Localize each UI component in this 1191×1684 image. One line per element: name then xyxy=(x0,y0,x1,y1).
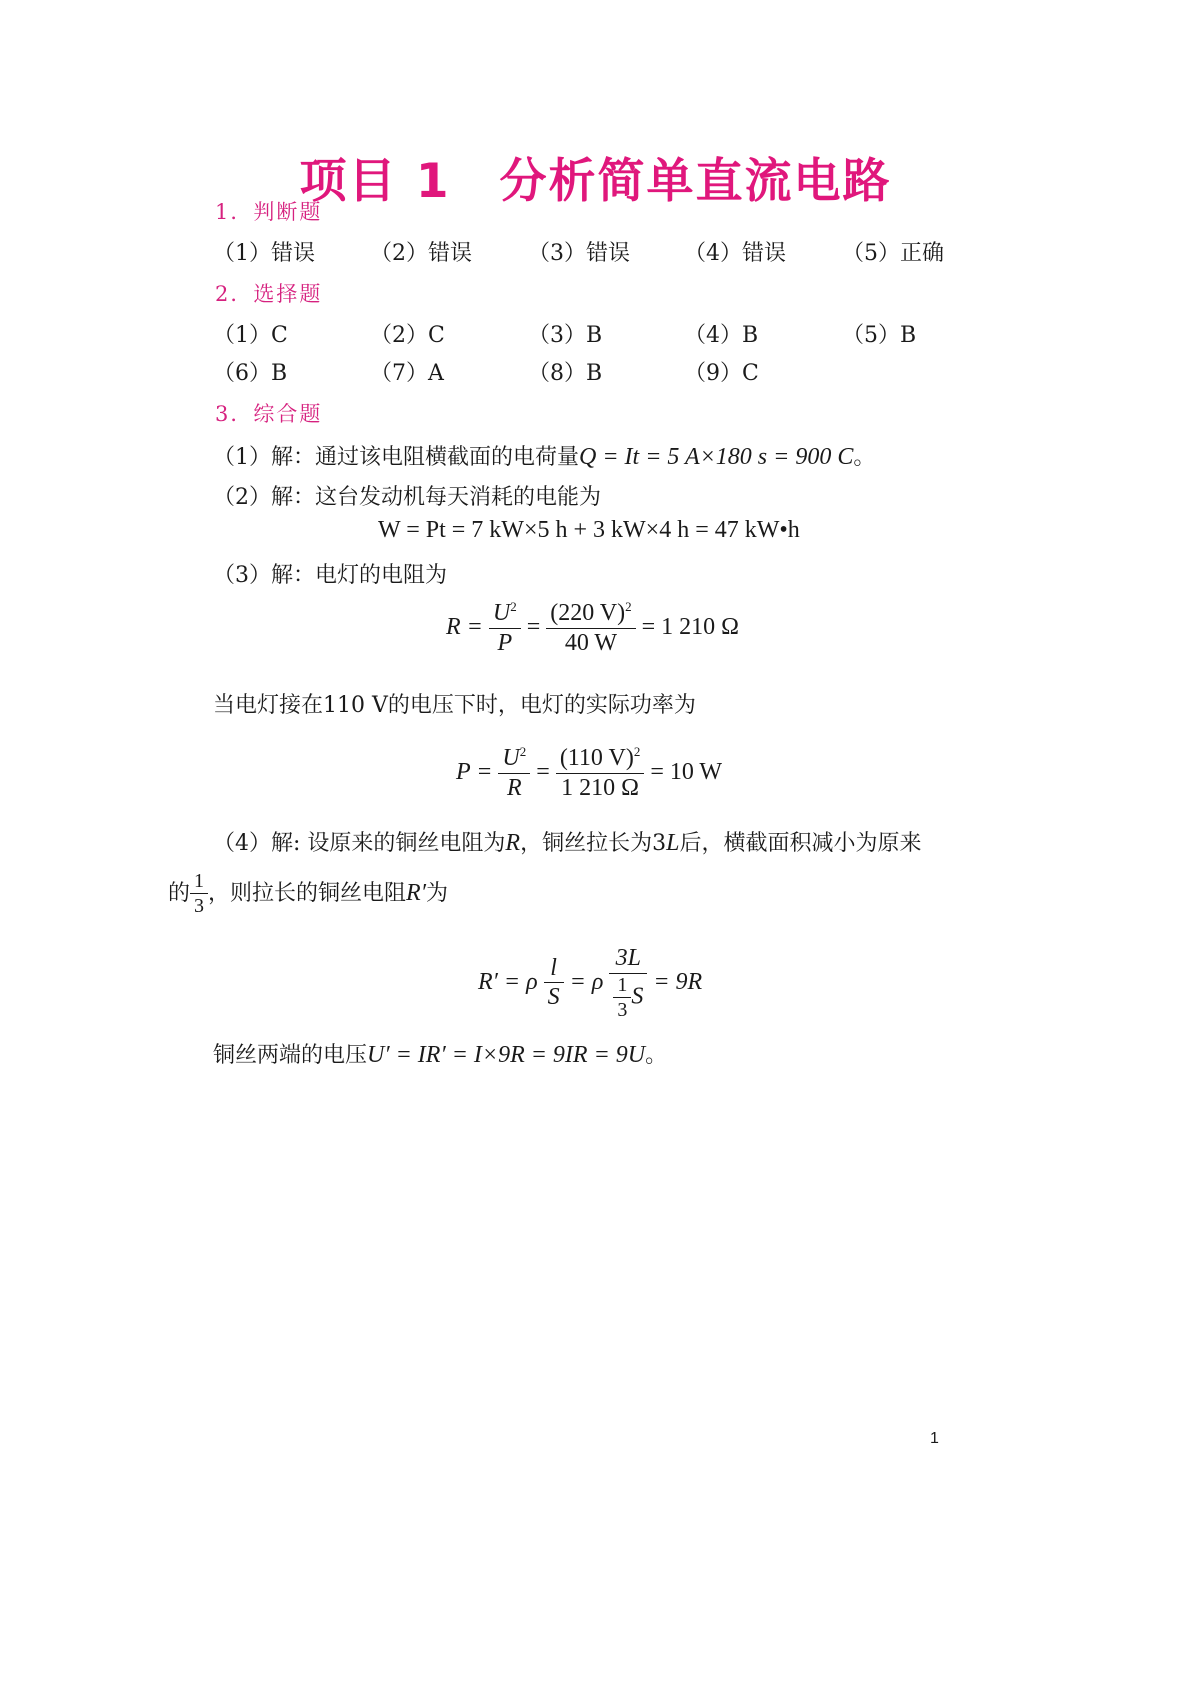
q4-line2-a: 的 xyxy=(168,881,191,906)
choice-answer: （8）B xyxy=(528,361,603,386)
q3-f1-den1: P xyxy=(497,629,513,656)
q4-frac-num: 1 xyxy=(190,870,208,894)
choice-answer: （3）B xyxy=(528,323,603,348)
q4-line2-c: 为 xyxy=(425,881,448,906)
q4-f-d2-den: 3 xyxy=(617,998,628,1021)
q4-formula xyxy=(478,945,702,1022)
q4-line2-b: ，则拉长的铜丝电阻 xyxy=(208,881,407,906)
q3-f2-num1: U xyxy=(502,745,520,771)
q1-text: （1）解：通过该电阻横截面的电荷量 xyxy=(213,445,579,470)
q3-f2-frac2 xyxy=(556,745,645,802)
q4-text-r: R xyxy=(505,830,521,856)
q3-formula-power xyxy=(456,745,722,802)
q3-f2-den2: 1 210 Ω xyxy=(561,774,639,801)
judge-answer: （3）错误 xyxy=(528,241,630,266)
q3-f1-sup: 2 xyxy=(510,599,517,614)
q4-f-lhs: R′ = ρ xyxy=(478,968,538,995)
choice-answer: （5）B xyxy=(842,323,917,348)
q1-end: 。 xyxy=(853,445,876,470)
q4-conclusion-end: 。 xyxy=(645,1043,668,1068)
q3-formula-resistance xyxy=(446,600,739,657)
judge-answer: （2）错误 xyxy=(370,241,472,266)
q3-f1-num1: U xyxy=(492,600,511,626)
section-heading-judge: 1．判断题 xyxy=(215,200,323,224)
page-number: 1 xyxy=(930,1430,939,1447)
q4-conclusion-text: 铜丝两端的电压 xyxy=(213,1043,368,1068)
q2-text: （2）解：这台发动机每天消耗的电能为 xyxy=(213,485,601,510)
q3-f2-frac1 xyxy=(498,745,530,802)
q4-inline-frac xyxy=(190,870,208,918)
q1-formula: Q = It = 5 A×180 s = 900 C xyxy=(579,444,854,470)
q4-text-l: L xyxy=(666,830,680,856)
q3-f2-sup2: 2 xyxy=(633,744,641,759)
q3-f2-num2: (110 V) xyxy=(559,745,634,771)
q3-text: （3）解：电灯的电阻为 xyxy=(213,563,447,588)
q4-f-n2: 3L xyxy=(609,945,647,974)
q4-conclusion-formula: U′ = IR′ = I×9R = 9IR = 9U xyxy=(367,1042,646,1068)
judge-answer: （5）正确 xyxy=(842,241,944,266)
q4-text-c: 后，横截面积减小为原来 xyxy=(679,831,922,856)
q4-conclusion xyxy=(213,1038,667,1069)
q4-f-d2-num: 1 xyxy=(613,974,631,998)
q3-f1-eq: = xyxy=(526,614,541,641)
judge-answer: （1）错误 xyxy=(213,241,315,266)
q4-text-a: （4）解: 设原来的铜丝电阻为 xyxy=(213,831,506,856)
q2-formula: W = Pt = 7 kW×5 h + 3 kW×4 h = 47 kW•h xyxy=(378,517,800,543)
q4-line2 xyxy=(168,870,448,918)
q4-f-mid: = ρ xyxy=(569,968,604,995)
choice-answer: （1）C xyxy=(213,323,288,348)
q4-f-frac2 xyxy=(609,945,647,1022)
choice-answer: （4）B xyxy=(684,323,759,348)
q4-text xyxy=(213,826,921,857)
q4-f-d2 xyxy=(609,974,647,1022)
q4-f-d2-s: S xyxy=(631,983,644,1010)
q1-solution xyxy=(213,440,875,471)
q4-text-b: ，铜丝拉长为3 xyxy=(520,831,667,856)
choice-answer: （7）A xyxy=(370,361,444,386)
q3-text2: 当电灯接在110 V的电压下时，电灯的实际功率为 xyxy=(213,693,696,718)
judge-answer: （4）错误 xyxy=(684,241,786,266)
choice-answer: （2）C xyxy=(370,323,445,348)
page-title: 项目 1 分析简单直流电路 xyxy=(299,154,892,209)
q3-f1-sup2: 2 xyxy=(625,599,632,614)
q4-f-d1: S xyxy=(547,984,560,1011)
choice-answer: （6）B xyxy=(213,361,288,386)
section-heading-comprehensive: 3．综合题 xyxy=(215,402,323,426)
q3-f2-result: = 10 W xyxy=(650,759,723,786)
choice-answer: （9）C xyxy=(684,361,759,386)
section-heading-choice: 2．选择题 xyxy=(215,282,323,306)
q3-f1-den2: 40 W xyxy=(564,629,618,656)
q3-f1-num2: (220 V) xyxy=(550,600,626,626)
q3-f2-sup: 2 xyxy=(519,744,527,759)
q3-f1-frac2 xyxy=(546,600,635,657)
q3-f1-result: = 1 210 Ω xyxy=(641,614,740,641)
q4-f-n1: l xyxy=(544,955,564,984)
q4-f-frac1 xyxy=(544,955,564,1012)
q3-f2-lhs: P = xyxy=(456,759,493,786)
q4-frac-den: 3 xyxy=(194,895,205,917)
q4-f-d2-frac xyxy=(613,974,631,1022)
q4-line2-r: R′ xyxy=(406,880,426,906)
q3-f1-frac1 xyxy=(489,600,521,657)
q3-f2-den1: R xyxy=(507,774,522,801)
q3-f2-eq: = xyxy=(536,759,550,786)
q4-f-result: = 9R xyxy=(653,968,703,995)
q3-f1-lhs: R = xyxy=(446,614,483,641)
